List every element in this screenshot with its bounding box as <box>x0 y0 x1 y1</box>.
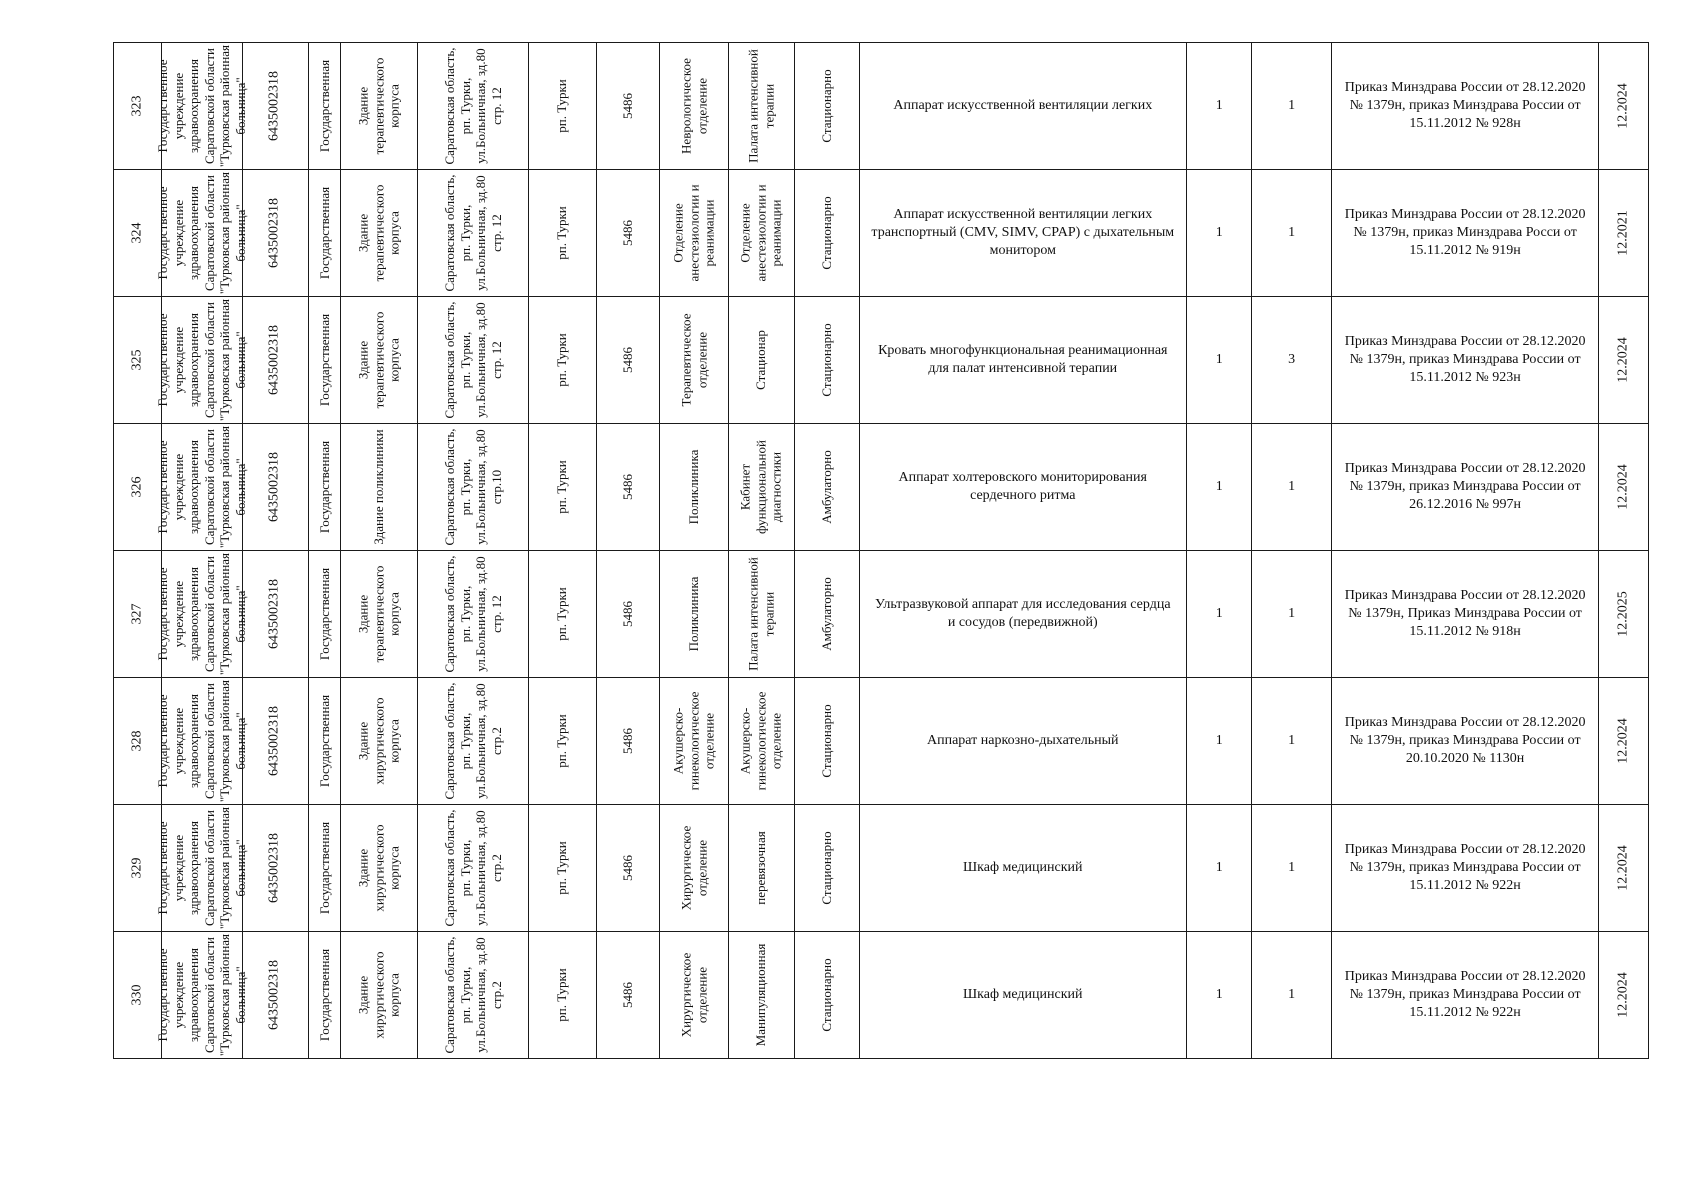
care-type: Стационарно <box>819 196 835 270</box>
department-name: Хирургическое отделение <box>678 952 709 1038</box>
order-cell <box>1331 805 1599 932</box>
date-cell <box>1599 170 1649 297</box>
ownership-cell <box>309 805 341 932</box>
qty-actual-cell <box>1252 170 1331 297</box>
code-cell <box>596 424 659 551</box>
settlement-name: рп. Турки <box>554 206 570 260</box>
care-type: Стационарно <box>819 69 835 143</box>
care-type-cell <box>795 678 859 805</box>
qty-actual: 3 <box>1288 351 1296 367</box>
inn-cell <box>242 678 309 805</box>
building-name: Здание терапевтического корпуса <box>356 311 403 409</box>
order-reference: Приказ Минздрава России от 28.12.2020 № 1379н, приказ Минздрава России от 20.10.2020 № 1130н <box>1344 714 1586 767</box>
address-cell <box>418 551 528 678</box>
code-value: 5486 <box>619 347 635 373</box>
building-cell <box>341 170 418 297</box>
organization-name: Государственное учреждение здравоохранения Саратовской области "Турковская районная больница" <box>155 806 249 930</box>
inn-cell <box>242 170 309 297</box>
department-cell <box>659 424 728 551</box>
organization-name: Государственное учреждение здравоохранения Саратовской области "Турковская районная больница" <box>155 44 249 168</box>
code-value: 5486 <box>619 855 635 881</box>
building-cell <box>341 551 418 678</box>
code-value: 5486 <box>619 982 635 1008</box>
equipment-cell <box>859 43 1186 170</box>
building-name: Здание терапевтического корпуса <box>356 184 403 282</box>
equipment-cell <box>859 932 1186 1059</box>
qty-actual-cell <box>1252 551 1331 678</box>
inn-value: 6435002318 <box>267 579 283 649</box>
ownership-cell <box>309 932 341 1059</box>
code-cell <box>596 932 659 1059</box>
settlement-name: рп. Турки <box>554 460 570 514</box>
equipment-cell <box>859 297 1186 424</box>
care-type-cell <box>795 932 859 1059</box>
order-cell <box>1331 43 1599 170</box>
equipment-name: Ультразвуковой аппарат для исследования сердца и сосудов (передвижной) <box>875 596 1171 630</box>
code-cell <box>596 551 659 678</box>
address-cell <box>418 805 528 932</box>
department-name: Отделение анестезиологии и реанимации <box>670 184 717 282</box>
room-name: Кабинет функциональной диагностики <box>738 440 785 534</box>
qty-required: 1 <box>1215 986 1223 1002</box>
date-cell <box>1599 805 1649 932</box>
qty-required-cell <box>1187 424 1252 551</box>
address-text: Саратовская область, рп. Турки, ул.Больничная, зд.80 стр.2 <box>441 936 504 1054</box>
row-number: 326 <box>129 476 145 498</box>
building-name: Здание поликлиники <box>371 429 387 545</box>
code-value: 5486 <box>619 601 635 627</box>
ownership-form: Государственная <box>317 694 333 788</box>
settlement-cell <box>528 551 596 678</box>
order-reference: Приказ Минздрава России от 28.12.2020 № 1379н, приказ Минздрава России от 15.11.2012 № 922н <box>1344 968 1586 1021</box>
address-text: Саратовская область, рп. Турки, ул.Больничная, зд.80 стр. 12 <box>441 174 504 292</box>
equipment-cell <box>859 551 1186 678</box>
room-cell <box>728 932 795 1059</box>
address-cell <box>418 932 528 1059</box>
inn-value: 6435002318 <box>267 833 283 903</box>
inn-cell <box>242 43 309 170</box>
due-date: 12.2021 <box>1615 210 1631 256</box>
row-number: 325 <box>129 349 145 371</box>
building-cell <box>341 43 418 170</box>
department-cell <box>659 932 728 1059</box>
table-row <box>114 932 1649 1059</box>
qty-required: 1 <box>1215 97 1223 113</box>
code-value: 5486 <box>619 93 635 119</box>
table-row <box>114 551 1649 678</box>
care-type: Стационарно <box>819 323 835 397</box>
care-type: Амбулаторно <box>819 450 835 524</box>
inn-value: 6435002318 <box>267 706 283 776</box>
room-name: Палата интенсивной терапии <box>745 557 777 671</box>
due-date: 12.2024 <box>1615 972 1631 1018</box>
ownership-form: Государственная <box>317 186 333 280</box>
ownership-form: Государственная <box>317 948 333 1042</box>
due-date: 12.2024 <box>1615 337 1631 383</box>
row-number: 323 <box>129 95 145 117</box>
code-cell <box>596 297 659 424</box>
qty-required: 1 <box>1215 732 1223 748</box>
organization-name: Государственное учреждение здравоохранения Саратовской области "Турковская районная больница" <box>155 552 249 676</box>
ownership-cell <box>309 551 341 678</box>
inn-value: 6435002318 <box>267 325 283 395</box>
department-name: Неврологическое отделение <box>678 58 709 154</box>
code-cell <box>596 43 659 170</box>
ownership-cell <box>309 424 341 551</box>
organization-name: Государственное учреждение здравоохранения Саратовской области "Турковская районная больница" <box>155 933 249 1057</box>
settlement-name: рп. Турки <box>554 333 570 387</box>
care-type-cell <box>795 805 859 932</box>
building-name: Здание терапевтического корпуса <box>356 57 403 155</box>
care-type: Стационарно <box>819 958 835 1032</box>
order-cell <box>1331 932 1599 1059</box>
ownership-cell <box>309 170 341 297</box>
room-cell <box>728 43 795 170</box>
row-number: 330 <box>129 984 145 1006</box>
room-cell <box>728 424 795 551</box>
equipment-name: Аппарат искусственной вентиляции легких транспортный (CMV, SIMV, CPAP) с дыхательным монитором <box>871 206 1175 259</box>
inn-cell <box>242 551 309 678</box>
inn-value: 6435002318 <box>267 960 283 1030</box>
settlement-cell <box>528 424 596 551</box>
room-name: перевязочная <box>753 831 769 905</box>
qty-actual-cell <box>1252 678 1331 805</box>
code-cell <box>596 805 659 932</box>
inn-cell <box>242 932 309 1059</box>
qty-required-cell <box>1187 43 1252 170</box>
row-number: 329 <box>129 857 145 879</box>
equipment-name: Аппарат наркозно-дыхательный <box>927 732 1119 748</box>
inn-value: 6435002318 <box>267 452 283 522</box>
row-number: 328 <box>129 730 145 752</box>
inn-cell <box>242 297 309 424</box>
care-type: Амбулаторно <box>819 577 835 651</box>
order-reference: Приказ Минздрава России от 28.12.2020 № 1379н, приказ Минздрава России от 15.11.2012 № 922н <box>1344 841 1586 894</box>
table-row <box>114 297 1649 424</box>
ownership-cell <box>309 43 341 170</box>
code-value: 5486 <box>619 220 635 246</box>
organization-cell <box>155 932 249 1059</box>
order-reference: Приказ Минздрава России от 28.12.2020 № 1379н, Приказ Минздрава России от 15.11.2012 № 918н <box>1344 587 1586 640</box>
qty-actual: 1 <box>1288 732 1296 748</box>
code-value: 5486 <box>619 728 635 754</box>
room-cell <box>728 805 795 932</box>
ownership-form: Государственная <box>317 821 333 915</box>
qty-actual-cell <box>1252 932 1331 1059</box>
address-text: Саратовская область, рп. Турки, ул.Больничная, зд.80 стр.2 <box>441 809 504 927</box>
settlement-cell <box>528 932 596 1059</box>
equipment-name: Шкаф медицинский <box>963 986 1083 1002</box>
row-number: 324 <box>129 222 145 244</box>
qty-required-cell <box>1187 678 1252 805</box>
due-date: 12.2024 <box>1615 464 1631 510</box>
building-name: Здание терапевтического корпуса <box>356 565 403 663</box>
care-type-cell <box>795 170 859 297</box>
building-name: Здание хирургического корпуса <box>356 951 403 1039</box>
table-row <box>114 805 1649 932</box>
qty-actual: 1 <box>1288 859 1296 875</box>
care-type-cell <box>795 551 859 678</box>
date-cell <box>1599 678 1649 805</box>
order-cell <box>1331 297 1599 424</box>
order-reference: Приказ Минздрава России от 28.12.2020 № 1379н, приказ Минздрава России от 15.11.2012 № 928н <box>1344 79 1586 132</box>
department-name: Поликлиника <box>685 449 701 525</box>
inn-cell <box>242 424 309 551</box>
building-cell <box>341 678 418 805</box>
ownership-form: Государственная <box>317 567 333 661</box>
department-cell <box>659 297 728 424</box>
building-cell <box>341 932 418 1059</box>
due-date: 12.2024 <box>1615 845 1631 891</box>
equipment-register-table <box>113 42 1649 1059</box>
qty-actual: 1 <box>1288 97 1296 113</box>
care-type-cell <box>795 43 859 170</box>
organization-cell <box>155 805 249 932</box>
department-cell <box>659 551 728 678</box>
qty-required: 1 <box>1215 478 1223 494</box>
organization-cell <box>155 43 249 170</box>
department-name: Терапевтическое отделение <box>678 313 709 407</box>
qty-actual: 1 <box>1288 478 1296 494</box>
room-cell <box>728 170 795 297</box>
building-name: Здание хирургического корпуса <box>356 697 403 785</box>
qty-required: 1 <box>1215 859 1223 875</box>
department-name: Акушерско-гинекологическое отделение <box>670 691 717 791</box>
organization-cell <box>155 297 249 424</box>
building-cell <box>341 805 418 932</box>
room-name: Стационар <box>753 330 769 390</box>
organization-name: Государственное учреждение здравоохранения Саратовской области "Турковская районная больница" <box>155 425 249 549</box>
due-date: 12.2024 <box>1615 718 1631 764</box>
qty-required-cell <box>1187 805 1252 932</box>
qty-actual: 1 <box>1288 986 1296 1002</box>
order-cell <box>1331 170 1599 297</box>
address-text: Саратовская область, рп. Турки, ул.Больничная, зд.80 стр.10 <box>441 428 504 546</box>
address-text: Саратовская область, рп. Турки, ул.Больничная, зд.80 стр. 12 <box>441 47 504 165</box>
equipment-name: Аппарат холтеровского мониторирования сердечного ритма <box>898 469 1147 503</box>
care-type: Стационарно <box>819 831 835 905</box>
department-cell <box>659 678 728 805</box>
code-cell <box>596 170 659 297</box>
care-type-cell <box>795 424 859 551</box>
care-type-cell <box>795 297 859 424</box>
table-row <box>114 424 1649 551</box>
date-cell <box>1599 43 1649 170</box>
organization-name: Государственное учреждение здравоохранения Саратовской области "Турковская районная больница" <box>155 679 249 803</box>
organization-cell <box>155 424 249 551</box>
department-name: Поликлиника <box>685 576 701 652</box>
settlement-name: рп. Турки <box>554 714 570 768</box>
date-cell <box>1599 297 1649 424</box>
inn-value: 6435002318 <box>267 71 283 141</box>
ownership-form: Государственная <box>317 440 333 534</box>
table-row <box>114 43 1649 170</box>
room-name: Палата интенсивной терапии <box>745 49 777 163</box>
inn-cell <box>242 805 309 932</box>
equipment-cell <box>859 170 1186 297</box>
settlement-cell <box>528 170 596 297</box>
qty-required: 1 <box>1215 224 1223 240</box>
qty-required-cell <box>1187 551 1252 678</box>
ownership-cell <box>309 678 341 805</box>
qty-required-cell <box>1187 297 1252 424</box>
equipment-name: Аппарат искусственной вентиляции легких <box>893 97 1153 113</box>
room-name: Отделение анестезиологии и реанимации <box>738 184 785 282</box>
equipment-cell <box>859 424 1186 551</box>
order-reference: Приказ Минздрава России от 28.12.2020 № 1379н, приказ Минздрава России от 15.11.2012 № 923н <box>1344 333 1586 386</box>
settlement-name: рп. Турки <box>554 841 570 895</box>
date-cell <box>1599 932 1649 1059</box>
address-cell <box>418 43 528 170</box>
due-date: 12.2025 <box>1615 591 1631 637</box>
department-cell <box>659 170 728 297</box>
department-cell <box>659 43 728 170</box>
organization-cell <box>155 170 249 297</box>
address-cell <box>418 424 528 551</box>
ownership-cell <box>309 297 341 424</box>
ownership-form: Государственная <box>317 59 333 153</box>
address-cell <box>418 678 528 805</box>
address-text: Саратовская область, рп. Турки, ул.Больничная, зд.80 стр. 12 <box>441 301 504 419</box>
settlement-cell <box>528 805 596 932</box>
care-type: Стационарно <box>819 704 835 778</box>
address-cell <box>418 297 528 424</box>
date-cell <box>1599 551 1649 678</box>
qty-actual: 1 <box>1288 605 1296 621</box>
table-row <box>114 678 1649 805</box>
code-cell <box>596 678 659 805</box>
room-cell <box>728 551 795 678</box>
order-cell <box>1331 551 1599 678</box>
table-body <box>114 43 1649 1059</box>
settlement-cell <box>528 297 596 424</box>
qty-required: 1 <box>1215 351 1223 367</box>
order-reference: Приказ Минздрава России от 28.12.2020 № 1379н, приказ Минздрава России от 26.12.2016 № 997н <box>1344 460 1586 513</box>
address-text: Саратовская область, рп. Турки, ул.Больничная, зд.80 стр. 12 <box>441 555 504 673</box>
row-number: 327 <box>129 603 145 625</box>
qty-required-cell <box>1187 932 1252 1059</box>
department-cell <box>659 805 728 932</box>
order-cell <box>1331 424 1599 551</box>
department-name: Хирургическое отделение <box>678 825 709 911</box>
building-name: Здание хирургического корпуса <box>356 824 403 912</box>
equipment-cell <box>859 678 1186 805</box>
equipment-name: Кровать многофункциональная реанимационная для палат интенсивной терапии <box>878 342 1168 376</box>
qty-actual-cell <box>1252 805 1331 932</box>
room-name: Акушерско-гинекологическое отделение <box>738 691 785 791</box>
date-cell <box>1599 424 1649 551</box>
qty-required: 1 <box>1215 605 1223 621</box>
ownership-form: Государственная <box>317 313 333 407</box>
equipment-cell <box>859 805 1186 932</box>
order-cell <box>1331 678 1599 805</box>
settlement-name: рп. Турки <box>554 79 570 133</box>
settlement-cell <box>528 43 596 170</box>
due-date: 12.2024 <box>1615 83 1631 129</box>
order-reference: Приказ Минздрава России от 28.12.2020 № 1379н, приказ Минздрава Росси от 15.11.2012 № 919н <box>1344 206 1586 259</box>
qty-actual-cell <box>1252 424 1331 551</box>
qty-actual: 1 <box>1288 224 1296 240</box>
code-value: 5486 <box>619 474 635 500</box>
inn-value: 6435002318 <box>267 198 283 268</box>
settlement-cell <box>528 678 596 805</box>
settlement-name: рп. Турки <box>554 968 570 1022</box>
organization-cell <box>155 551 249 678</box>
address-cell <box>418 170 528 297</box>
qty-actual-cell <box>1252 43 1331 170</box>
organization-name: Государственное учреждение здравоохранения Саратовской области "Турковская районная больница" <box>155 171 249 295</box>
address-text: Саратовская область, рп. Турки, ул.Больничная, зд.80 стр.2 <box>441 682 504 800</box>
room-cell <box>728 678 795 805</box>
qty-required-cell <box>1187 170 1252 297</box>
organization-name: Государственное учреждение здравоохранения Саратовской области "Турковская районная больница" <box>155 298 249 422</box>
room-cell <box>728 297 795 424</box>
room-name: Манипуляционная <box>753 943 769 1047</box>
building-cell <box>341 424 418 551</box>
organization-cell <box>155 678 249 805</box>
table-row <box>114 170 1649 297</box>
qty-actual-cell <box>1252 297 1331 424</box>
settlement-name: рп. Турки <box>554 587 570 641</box>
equipment-name: Шкаф медицинский <box>963 859 1083 875</box>
building-cell <box>341 297 418 424</box>
equipment-register-sheet <box>113 42 1649 1059</box>
